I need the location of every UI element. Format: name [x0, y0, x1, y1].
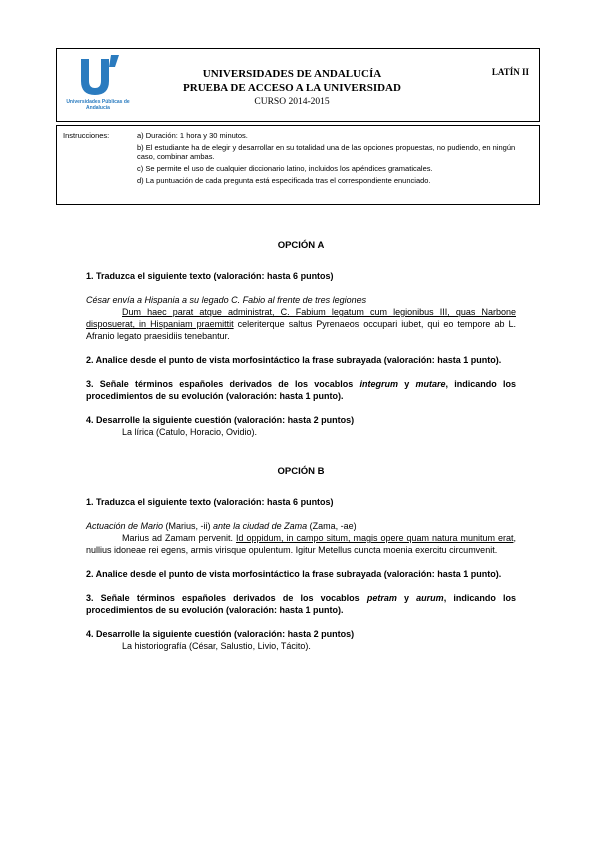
instructions-label: Instrucciones: [63, 131, 110, 140]
latin-text-rest: , nullius idoneae rei egens, armis virisque opulentum. Igitur Metellus cuncta moenia exercitu circumvenit. [86, 533, 516, 555]
exam-content [86, 240, 516, 680]
instruction-item: a) Duración: 1 hora y 30 minutos. [137, 131, 248, 140]
logo-caption: Universidades Públicas de Andalucía [66, 99, 130, 111]
q3-word-1: petram [366, 593, 397, 603]
option-b-text-intro [86, 520, 516, 532]
q3-word-1: integrum [359, 379, 399, 389]
latin-text-rest: celeriterque saltus Pyrenaeos occupari iubet, qui eo tempore ab L. Afranio legato praesidiis tenebantur. [86, 319, 516, 341]
underlined-phrase: Dum haec parat atque administrat, C. Fabium legatum cum legionibus III, quas Narbone disposuerat, in Hispaniam praemittit [86, 307, 516, 329]
intro-normal: (Zama, -ae) [307, 521, 357, 531]
instructions-list [137, 131, 532, 188]
instruction-item: c) Se permite el uso de cualquier diccionario latino, incluidos los apéndices gramaticales. [137, 164, 433, 173]
subject-label: LATÍN II [491, 67, 529, 77]
option-b-question-4: 4. Desarrolle la siguiente cuestión (valoración: hasta 2 puntos) [86, 629, 355, 639]
header-titles [147, 67, 437, 109]
exam-name: PRUEBA DE ACCESO A LA UNIVERSIDAD [183, 82, 401, 94]
latin-text-start: Marius ad Zamam pervenit. [122, 533, 236, 543]
exam-header [56, 48, 540, 122]
q3-text: 3. Señale términos españoles derivados de los vocablos [86, 379, 360, 389]
instruction-item: b) El estudiante ha de elegir y desarrollar en su totalidad una de las opciones propuestas, no pudiendo, en ningún caso, combinar ambas. [137, 143, 516, 161]
option-a-question-1: 1. Traduzca el siguiente texto (valoración: hasta 6 puntos) [86, 271, 334, 281]
option-b-topic: La historiografía (César, Salustio, Livio, Tácito). [122, 641, 311, 651]
instruction-item: d) La puntuación de cada pregunta está especificada tras el correspondiente enunciado. [137, 176, 431, 185]
q3-text: 3. Señale términos españoles derivados de los vocablos [86, 593, 367, 603]
instructions-box [56, 125, 540, 205]
option-a-question-2: 2. Analice desde el punto de vista morfosintáctico la frase subrayada (valoración: hasta 1 punto). [86, 355, 502, 365]
q3-text: , indicando los procedimientos de su evolución (valoración: hasta 1 punto). [86, 379, 516, 401]
course-year: CURSO 2014-2015 [254, 97, 330, 107]
option-a-topic: La lírica (Catulo, Horacio, Ovidio). [122, 427, 258, 437]
option-b-question-1: 1. Traduzca el siguiente texto (valoración: hasta 6 puntos) [86, 497, 334, 507]
intro-normal: (Marius, -ii) [163, 521, 214, 531]
q3-word-2: mutare [415, 379, 446, 389]
university-logo [63, 53, 133, 119]
option-a-text-intro: César envía a Hispania a su legado C. Fabio al frente de tres legiones [86, 295, 367, 305]
q3-word-2: aurum [416, 593, 444, 603]
option-b-question-2: 2. Analice desde el punto de vista morfosintáctico la frase subrayada (valoración: hasta 1 punto). [86, 569, 502, 579]
option-a-question-3 [86, 378, 516, 402]
intro-italic: Actuación de Mario [86, 521, 164, 531]
option-b-latin-text [86, 532, 516, 556]
underlined-phrase: Id oppidum, in campo situm, magis opere quam natura munitum erat [235, 533, 514, 543]
option-b-title: OPCIÓN B [277, 466, 325, 477]
option-a-latin-text [86, 306, 516, 342]
intro-italic: ante la ciudad de Zama [213, 521, 308, 531]
q3-text: , indicando los procedimientos de su evolución (valoración: hasta 1 punto). [86, 593, 516, 615]
q3-text: y [396, 593, 417, 603]
q3-text: y [398, 379, 416, 389]
option-b-question-3 [86, 592, 516, 616]
option-a-title: OPCIÓN A [277, 240, 325, 251]
u-logo-icon [63, 53, 133, 99]
option-a-question-4: 4. Desarrolle la siguiente cuestión (valoración: hasta 2 puntos) [86, 415, 355, 425]
university-name: UNIVERSIDADES DE ANDALUCÍA [202, 68, 382, 80]
